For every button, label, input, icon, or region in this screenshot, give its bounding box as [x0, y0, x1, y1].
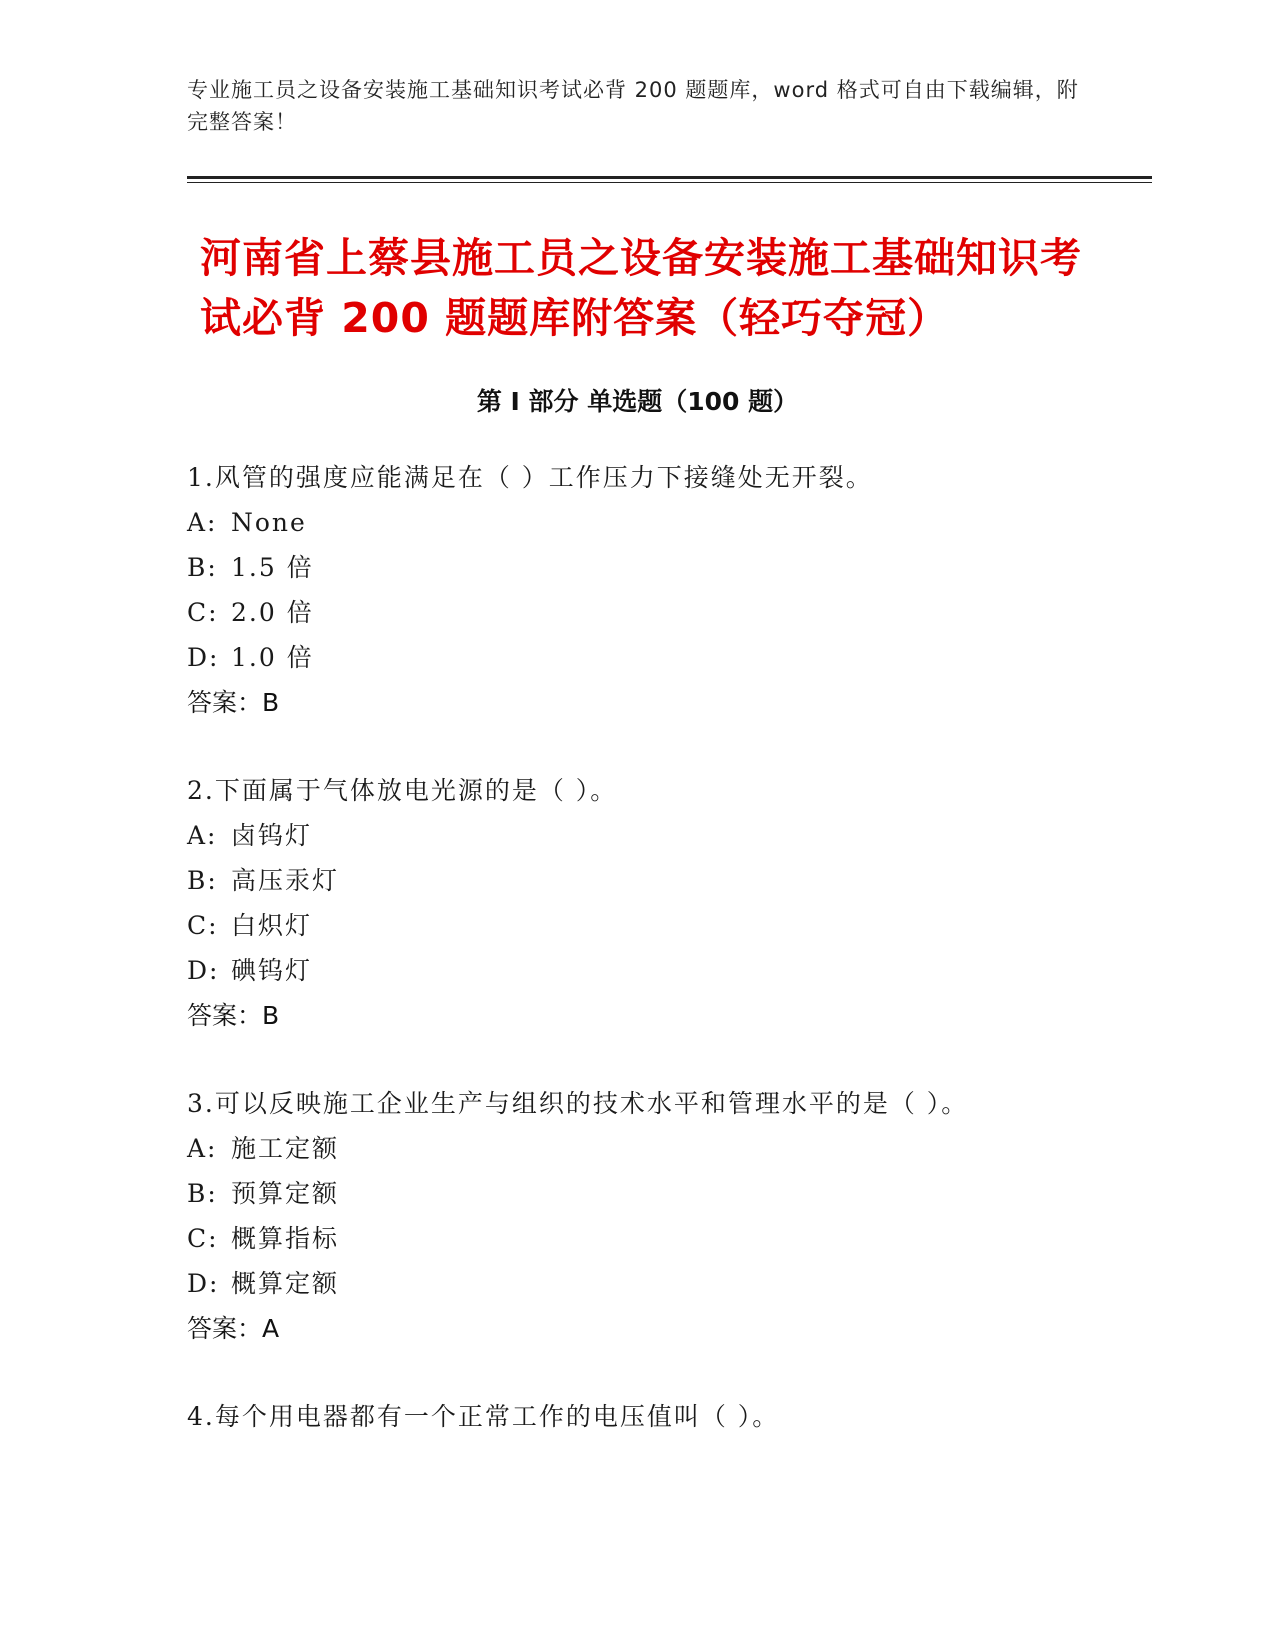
option-text: 施工定额 — [231, 1134, 340, 1163]
question-text: 1.风管的强度应能满足在（ ）工作压力下接缝处无开裂。 — [187, 463, 873, 492]
option-letter: A: — [187, 508, 218, 537]
option-letter: B: — [187, 1179, 218, 1208]
option-text: 碘钨灯 — [231, 956, 313, 985]
option-letter: A: — [187, 821, 218, 850]
option-letter: C: — [187, 598, 219, 627]
header-rule-thick — [187, 176, 1152, 179]
option-letter: D: — [187, 956, 220, 985]
option-text: 高压汞灯 — [231, 866, 340, 895]
option-text: 2.0 倍 — [231, 598, 314, 627]
header-rule-thin — [187, 182, 1152, 183]
option-letter: A: — [187, 1134, 218, 1163]
option-b — [187, 545, 1137, 590]
option-c — [187, 903, 1137, 948]
option-c — [187, 1216, 1137, 1261]
option-d — [187, 948, 1137, 993]
question-2 — [187, 768, 1137, 1038]
option-a — [187, 1126, 1137, 1171]
answer: 答案：B — [187, 688, 280, 717]
answer: 答案：B — [187, 1001, 280, 1030]
option-text: 1.5 倍 — [231, 553, 314, 582]
question-1 — [187, 455, 1137, 725]
option-text: 卤钨灯 — [231, 821, 313, 850]
question-text: 4.每个用电器都有一个正常工作的电压值叫（ ）。 — [187, 1402, 780, 1431]
header-note: 专业施工员之设备安装施工基础知识考试必背 200 题题库，word 格式可自由下载编辑，附完整答案！ — [187, 78, 1079, 134]
question-text: 3.可以反映施工企业生产与组织的技术水平和管理水平的是（ ）。 — [187, 1089, 969, 1118]
option-letter: C: — [187, 1224, 219, 1253]
option-letter: C: — [187, 911, 219, 940]
option-letter: D: — [187, 643, 220, 672]
option-letter: B: — [187, 553, 218, 582]
section-heading: 第 I 部分 单选题（100 题） — [476, 387, 799, 416]
document-title: 河南省上蔡县施工员之设备安装施工基础知识考试必背 200 题题库附答案（轻巧夺冠） — [200, 234, 1082, 342]
option-d — [187, 1261, 1137, 1306]
option-text: 预算定额 — [231, 1179, 340, 1208]
question-text: 2.下面属于气体放电光源的是（ ）。 — [187, 776, 618, 805]
option-a — [187, 813, 1137, 858]
question-4 — [187, 1394, 1137, 1439]
answer: 答案：A — [187, 1314, 280, 1343]
option-d — [187, 635, 1137, 680]
question-3 — [187, 1081, 1137, 1351]
option-text: 概算指标 — [231, 1224, 340, 1253]
option-b — [187, 858, 1137, 903]
option-a — [187, 500, 1137, 545]
option-text: 1.0 倍 — [231, 643, 314, 672]
option-text: 概算定额 — [231, 1269, 340, 1298]
option-letter: B: — [187, 866, 218, 895]
option-letter: D: — [187, 1269, 220, 1298]
option-text: 白炽灯 — [231, 911, 313, 940]
option-c — [187, 590, 1137, 635]
option-b — [187, 1171, 1137, 1216]
option-text: None — [231, 508, 307, 537]
